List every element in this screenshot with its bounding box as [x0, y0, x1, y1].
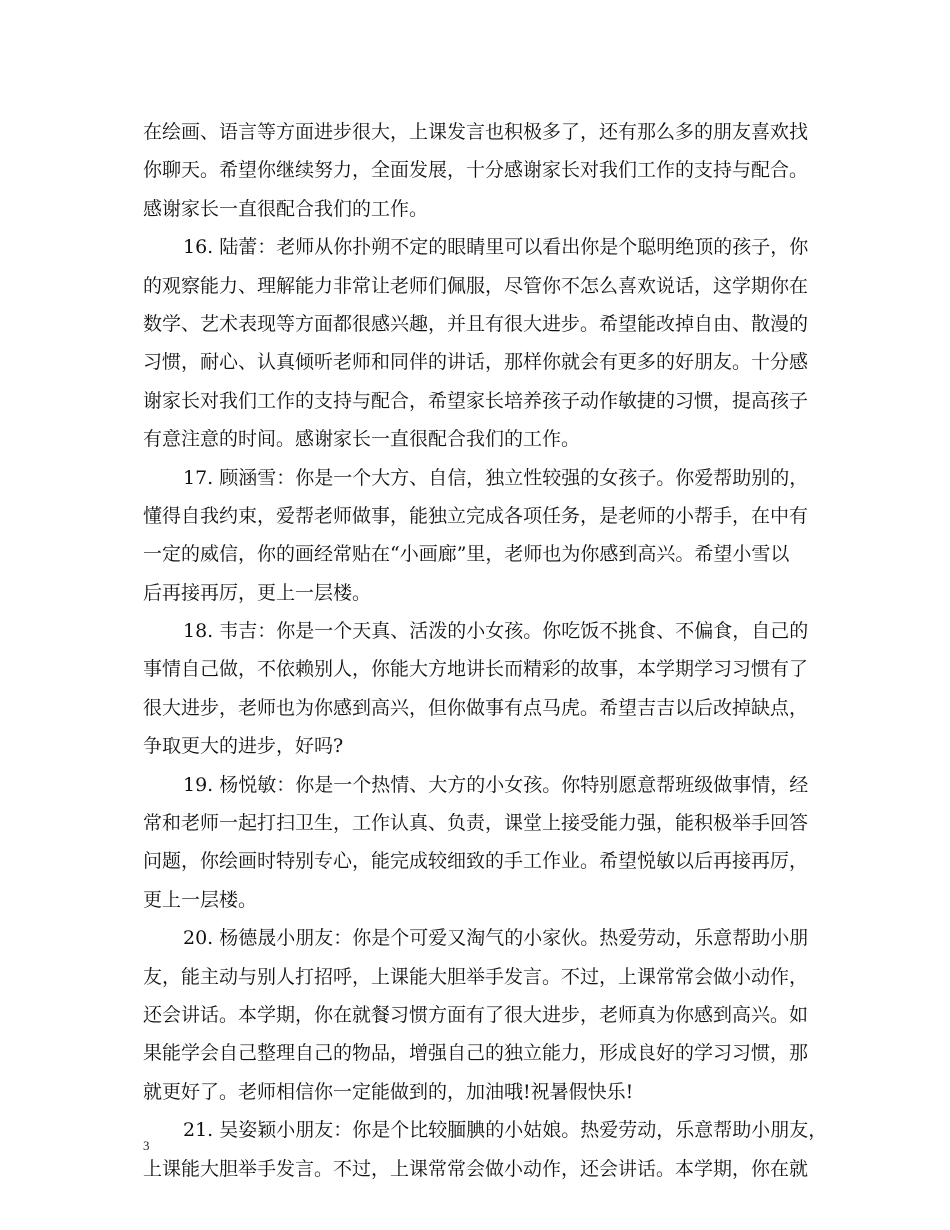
text-line: 在绘画、语言等方面进步很大，上课发言也积极多了，还有那么多的朋友喜欢找 — [143, 121, 809, 143]
text-line: 还会讲话。本学期，你在就餐习惯方面有了很大进步，老师真为你感到高兴。如 — [143, 1003, 809, 1026]
text-line: 懂得自我约束，爱帮老师做事，能独立完成各项任务，是老师的小帮手，在中有 — [143, 504, 809, 527]
text-line: 果能学会自己整理自己的物品，增强自己的独立能力，形成良好的学习习惯，那 — [143, 1042, 809, 1065]
text-line: 常和老师一起打扫卫生，工作认真、负责，课堂上接受能力强，能积极举手回答 — [143, 812, 809, 835]
paragraph-first-line: 17. 顾涵雪：你是一个大方、自信，独立性较强的女孩子。你爱帮助别的， — [183, 466, 809, 489]
text-line: 后再接再厉，更上一层楼。 — [143, 581, 372, 604]
paragraph-first-line: 21. 吴姿颖小朋友：你是个比较腼腆的小姑娘。热爱劳动，乐意帮助小朋友， — [183, 1119, 828, 1142]
document-body — [143, 113, 828, 1188]
text-line: 争取更大的进步，好吗? — [143, 735, 344, 758]
text-line: 数学、艺术表现等方面都很感兴趣，并且有很大进步。希望能改掉自由、散漫的 — [143, 312, 809, 335]
text-line: 就更好了。老师相信你一定能做到的，加油哦!祝暑假快乐! — [143, 1080, 634, 1103]
text-line: 上课能大胆举手发言。不过，上课常常会做小动作，还会讲话。本学期，你在就 — [143, 1157, 809, 1180]
text-line: 谢家长对我们工作的支持与配合，希望家长培养孩子动作敏捷的习惯，提高孩子 — [143, 389, 809, 412]
text-line: 问题，你绘画时特别专心，能完成较细致的手工作业。希望悦敏以后再接再厉， — [143, 850, 809, 873]
text-line: 感谢家长一直很配合我们的工作。 — [143, 197, 429, 220]
text-line: 事情自己做，不依赖别人，你能大方地讲长而精彩的故事，本学期学习习惯有了 — [143, 658, 809, 681]
text-line: 一定的威信，你的画经常贴在“小画廊”里，老师也为你感到高兴。希望小雪以 — [143, 543, 790, 566]
text-line: 你聊天。希望你继续努力，全面发展，十分感谢家长对我们工作的支持与配合。 — [143, 159, 809, 182]
paragraph-first-line: 18. 韦吉：你是一个天真、活泼的小女孩。你吃饭不挑食、不偏食，自己的 — [183, 620, 809, 643]
text-line: 更上一层楼。 — [143, 888, 258, 911]
text-line: 很大进步，老师也为你感到高兴，但你做事有点马虎。希望吉吉以后改掉缺点， — [143, 696, 809, 719]
text-line: 友，能主动与别人打招呼，上课能大胆举手发言。不过，上课常常会做小动作， — [143, 965, 809, 988]
paragraph-first-line: 16. 陆蕾：老师从你扑朔不定的眼睛里可以看出你是个聪明绝顶的孩子，你 — [183, 236, 809, 259]
text-line: 的观察能力、理解能力非常让老师们佩服，尽管你不怎么喜欢说话，这学期你在 — [143, 274, 809, 297]
page-number: 3 — [143, 1138, 150, 1153]
paragraph-first-line: 20. 杨德晟小朋友：你是个可爱又淘气的小家伙。热爱劳动，乐意帮助小朋 — [183, 927, 809, 950]
text-line: 习惯，耐心、认真倾听老师和同伴的讲话，那样你就会有更多的好朋友。十分感 — [143, 351, 809, 374]
paragraph-first-line: 19. 杨悦敏：你是一个热情、大方的小女孩。你特别愿意帮班级做事情，经 — [183, 773, 809, 796]
text-line: 有意注意的时间。感谢家长一直很配合我们的工作。 — [143, 428, 581, 451]
